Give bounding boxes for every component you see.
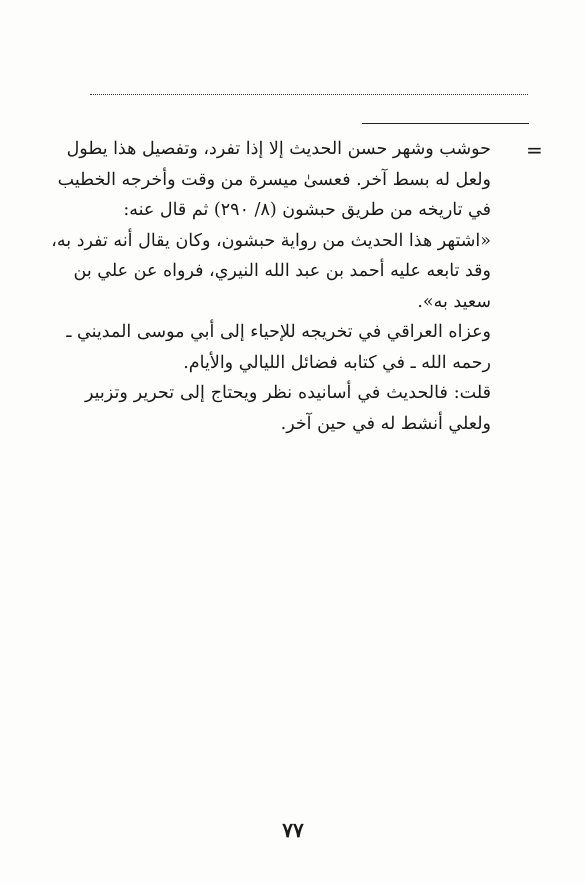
text-line: قلت: فالحديث في أسانيده نظر ويحتاج إلى تحرير وتزبير (85, 383, 491, 403)
text-line: «اشتهر هذا الحديث من رواية حبشون، وكان يقال أنه تفرد به، (51, 230, 491, 251)
text-line: ولعلي أنشط له في حين آخر. (280, 413, 491, 434)
footnote-paragraph (85, 378, 491, 439)
text-line: رحمه الله ـ في كتابه فضائل الليالي والأيام. (183, 352, 491, 373)
footnote-separator-line (362, 123, 529, 124)
footnote-paragraph (66, 317, 491, 378)
text-line: سعيد به». (417, 291, 491, 312)
footnote-text (51, 134, 491, 439)
footnote-paragraph (57, 134, 491, 226)
text-line: حوشب وشهر حسن الحديث إلا إذا تفرد، وتفصيل هذا يطول (66, 139, 491, 159)
text-line: وقد تابعه عليه أحمد بن عبد الله النيري، فرواه عن علي بن (73, 261, 491, 281)
text-line: في تاريخه من طريق حبشون (٨/ ٢٩٠) ثم قال عنه: (123, 200, 491, 220)
page-number: ٧٧ (282, 818, 304, 842)
header-dotted-separator (90, 94, 528, 95)
text-line: ولعل له بسط آخر. فعسىٰ ميسرة من وقت وأخرجه الخطيب (57, 169, 491, 190)
footnote-continuation-mark: = (526, 138, 543, 162)
footnote-quotation (51, 226, 491, 318)
text-line: وعزاه العراقي في تخريجه للإحياء إلى أبي موسى المديني ـ (66, 322, 491, 342)
